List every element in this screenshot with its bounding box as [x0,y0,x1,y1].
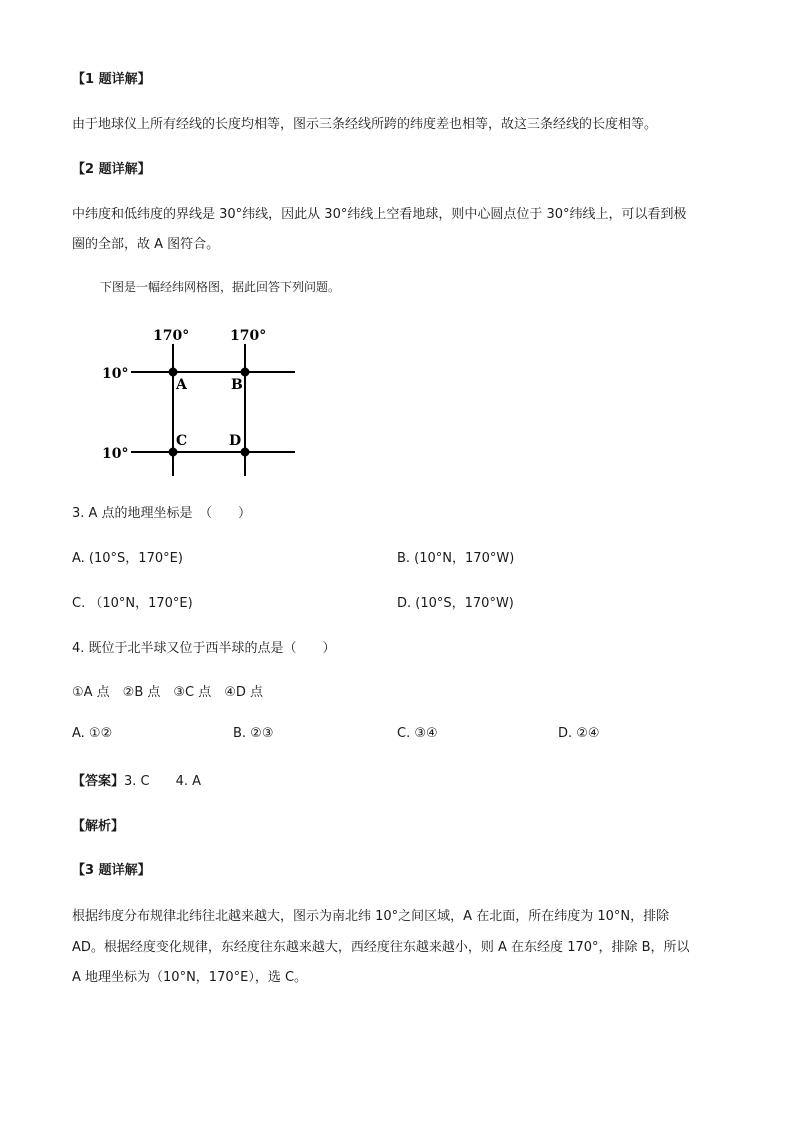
answer-label: 【答案】 [72,774,125,789]
lower-latitude-label: 10° [102,446,129,462]
sec3-line3: A 地理坐标为（10°N，170°E），选 C。 [72,970,308,985]
answer-line [72,770,201,789]
left-longitude-label: 170° [153,328,190,344]
sec2-heading: 【2 题详解】 [72,162,151,177]
point-b-label: B [231,377,243,393]
right-longitude-label: 170° [230,328,267,344]
q4-stem: 4. 既位于北半球又位于西半球的点是（ ） [72,641,336,656]
answer-text: 3. C 4. A [124,774,202,789]
q3-option-a: A. (10°S，170°E) [72,551,183,566]
q4-option-a: A. ①② [72,726,113,741]
sec3-heading: 【3 题详解】 [72,863,151,878]
q3-option-d: D. (10°S，170°W) [397,596,514,611]
sec2-text-line1: 中纬度和低纬度的界线是 30°纬线，因此从 30°纬线上空看地球，则中心圆点位于 30°纬线上，可以看到极 [72,207,687,222]
sec2-text-line2: 圈的全部，故 A 图符合。 [72,237,220,252]
q4-option-b: B. ②③ [233,726,274,741]
point-d-label: D [229,433,242,449]
point-c-label: C [176,433,188,449]
lat-lon-grid-diagram [95,320,305,480]
analysis-heading: 【解析】 [72,819,125,834]
q3-option-c: C. （10°N，170°E) [72,596,193,611]
sec3-line1: 根据纬度分布规律北纬往北越来越大，图示为南北纬 10°之间区域，A 在北面，所在纬度为 10°N，排除 [72,909,670,924]
diagram-intro: 下图是一幅经纬网格图，据此回答下列问题。 [100,280,341,294]
point-a-dot [169,368,178,377]
sec3-line2: AD。根据经度变化规律，东经度往东越来越大，西经度往东越来越小，则 A 在东经度 170°，排除 B，所以 [72,940,690,955]
point-d-dot [241,448,250,457]
upper-latitude-label: 10° [102,366,129,382]
q3-option-b: B. (10°N，170°W) [397,551,515,566]
sec1-text: 由于地球仪上所有经线的长度均相等，图示三条经线所跨的纬度差也相等，故这三条经线的长度相等。 [72,117,658,132]
q4-choices: ①A 点 ②B 点 ③C 点 ④D 点 [72,685,264,700]
point-b-dot [241,368,250,377]
point-a-label: A [176,377,187,393]
sec1-heading: 【1 题详解】 [72,72,151,87]
q4-option-d: D. ②④ [558,726,600,741]
q4-option-c: C. ③④ [397,726,438,741]
q3-stem: 3. A 点的地理坐标是 （ ） [72,506,252,521]
